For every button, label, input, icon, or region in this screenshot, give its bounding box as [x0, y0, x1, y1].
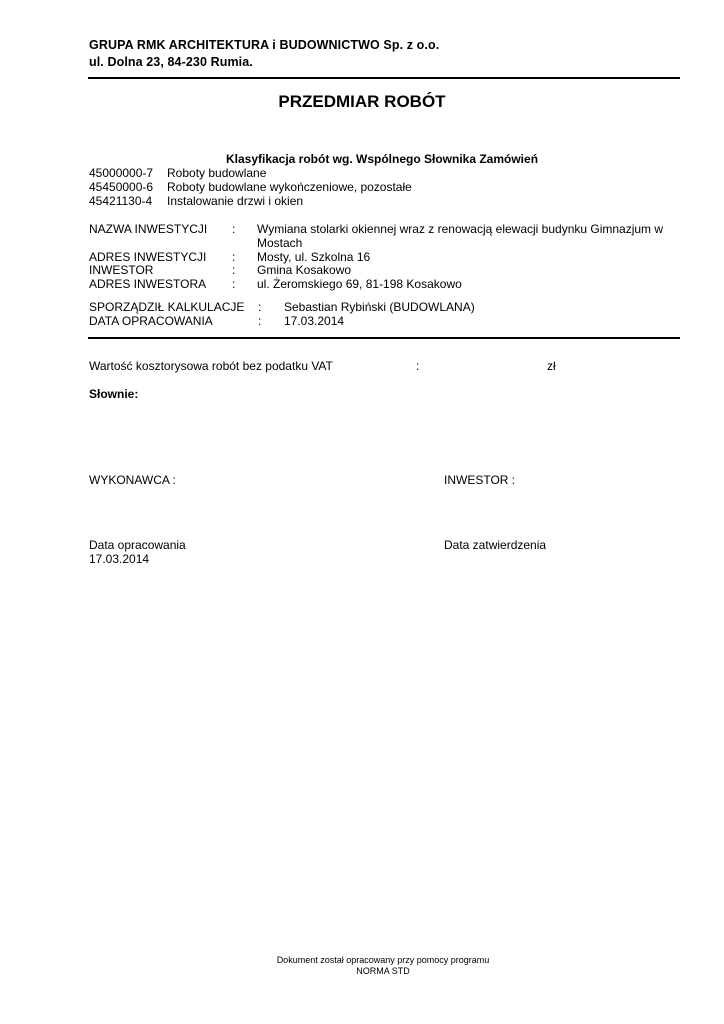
investment-name-label: NAZWA INWESTYCJI [89, 222, 208, 236]
separator: : [232, 263, 236, 277]
prepared-date-text: 17.03.2014 [89, 552, 150, 566]
investor-value: Gmina Kosakowo [257, 263, 352, 277]
company-address: ul. Dolna 23, 84-230 Rumia. [89, 55, 253, 69]
prepared-date-value: 17.03.2014 [284, 314, 345, 328]
separator: : [232, 277, 236, 291]
cost-currency: zł [547, 359, 556, 373]
classification-desc: Roboty budowlane [167, 166, 267, 180]
company-name: GRUPA RMK ARCHITEKTURA i BUDOWNICTWO Sp. z o.o. [89, 38, 440, 52]
separator: : [232, 250, 236, 264]
prepared-date-label: DATA OPRACOWANIA [89, 314, 213, 328]
approval-date-caption: Data zatwierdzenia [444, 538, 547, 552]
investment-name-value-cont: Mostach [257, 236, 303, 250]
separator: : [232, 222, 236, 236]
document-title: PRZEDMIAR ROBÓT [278, 92, 446, 111]
separator: : [416, 359, 420, 373]
footer-line-1: Dokument został opracowany przy pomocy programu [276, 955, 490, 965]
header-divider [88, 77, 680, 79]
prepared-by-value: Sebastian Rybiński (BUDOWLANA) [284, 300, 475, 314]
investor-address-value: ul. Żeromskiego 69, 81-198 Kosakowo [257, 277, 462, 291]
classification-desc: Instalowanie drzwi i okien [167, 194, 304, 208]
footer-line-2: NORMA STD [356, 966, 410, 976]
section-divider [88, 337, 680, 339]
classification-desc: Roboty budowlane wykończeniowe, pozostałe [167, 180, 412, 194]
classification-code: 45450000-6 [89, 180, 154, 194]
investor-signature-label: INWESTOR : [444, 473, 516, 487]
in-words-label: Słownie: [89, 387, 139, 401]
prepared-date-caption: Data opracowania [89, 538, 186, 552]
classification-code: 45000000-7 [89, 166, 154, 180]
investor-address-label: ADRES INWESTORA [89, 277, 207, 291]
contractor-label: WYKONAWCA : [89, 473, 176, 487]
prepared-by-label: SPORZĄDZIŁ KALKULACJE [89, 300, 245, 314]
investment-address-label: ADRES INWESTYCJI [89, 250, 207, 264]
classification-code: 45421130-4 [89, 194, 153, 208]
investment-address-value: Mosty, ul. Szkolna 16 [257, 250, 371, 264]
classification-heading: Klasyfikacja robót wg. Wspólnego Słownika Zamówień [225, 152, 539, 166]
separator: : [258, 314, 262, 328]
separator: : [258, 300, 262, 314]
investment-name-value: Wymiana stolarki okiennej wraz z renowacją elewacji budynku Gimnazjum w [257, 222, 664, 236]
investor-label: INWESTOR [89, 263, 154, 277]
cost-label: Wartość kosztorysowa robót bez podatku VAT [89, 359, 333, 373]
